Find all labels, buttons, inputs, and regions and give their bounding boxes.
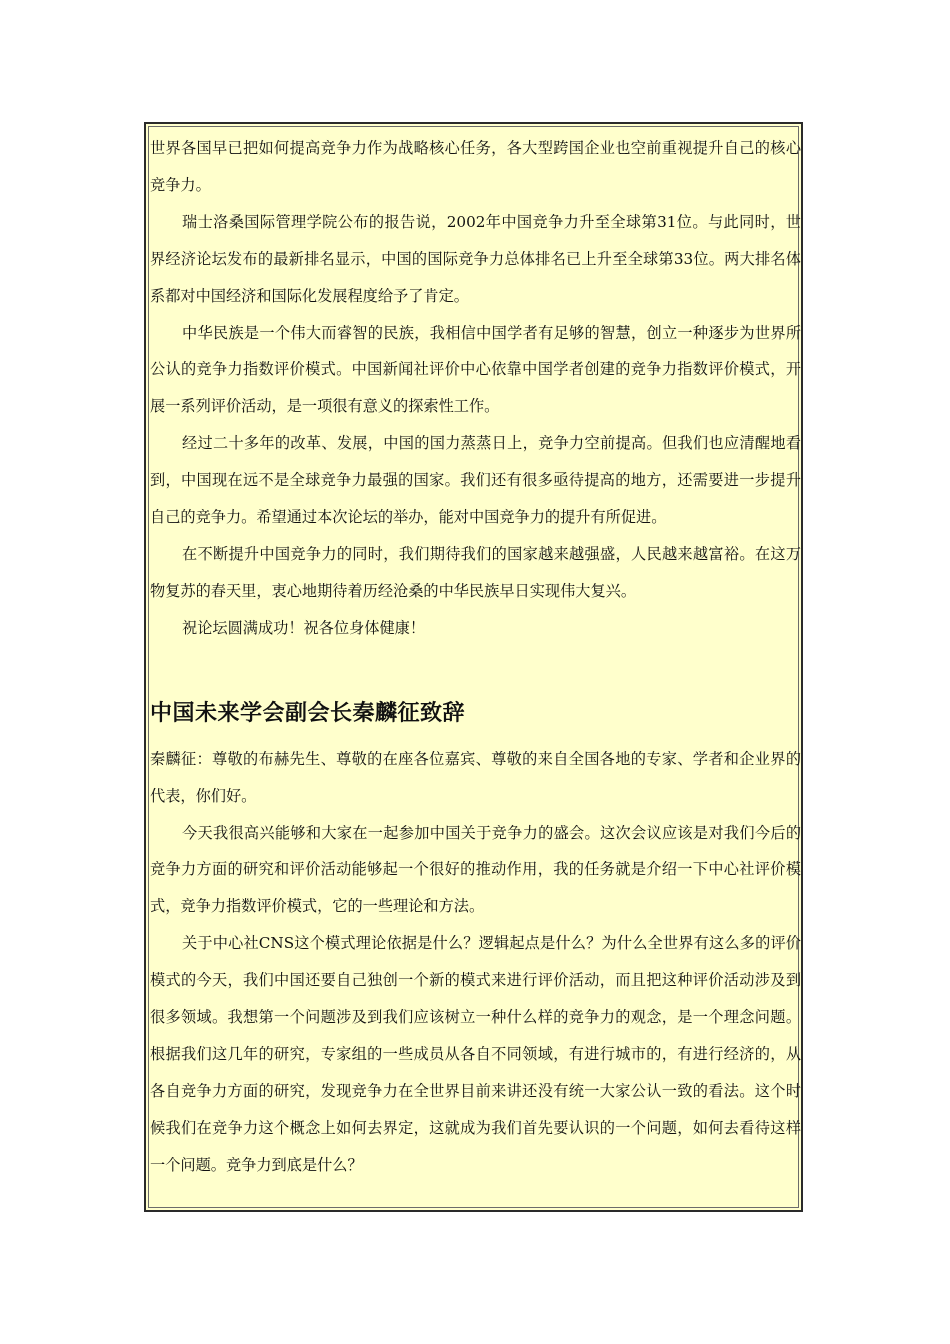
document-frame bbox=[144, 122, 803, 1212]
paragraph: 秦麟征：尊敬的布赫先生、尊敬的在座各位嘉宾、尊敬的来自全国各地的专家、学者和企业界的代表，你们好。 bbox=[150, 749, 801, 805]
section-heading: 中国未来学会副会长秦麟征致辞 bbox=[150, 700, 466, 726]
paragraph: 世界各国早已把如何提高竞争力作为战略核心任务，各大型跨国企业也空前重视提升自己的核心竞争力。 bbox=[150, 139, 801, 194]
paragraph: 中华民族是一个伟大而睿智的民族，我相信中国学者有足够的智慧，创立一种逐步为世界所公认的竞争力指数评价模式。中国新闻社评价中心依靠中国学者创建的竞争力指数评价模式，开展一系列评价活动，是一项很有意义的探索性工作。 bbox=[150, 323, 801, 416]
paragraph: 在不断提升中国竞争力的同时，我们期待我们的国家越来越强盛，人民越来越富裕。在这万物复苏的春天里，衷心地期待着历经沧桑的中华民族早日实现伟大复兴。 bbox=[150, 544, 801, 600]
paragraph: 经过二十多年的改革、发展，中国的国力蒸蒸日上，竞争力空前提高。但我们也应清醒地看到，中国现在远不是全球竞争力最强的国家。我们还有很多亟待提高的地方，还需要进一步提升自己的竞争力。希望通过本次论坛的举办，能对中国竞争力的提升有所促进。 bbox=[150, 434, 801, 527]
paragraph: 关于中心社CNS这个模式理论依据是什么？逻辑起点是什么？为什么全世界有这么多的评价模式的今天，我们中国还要自己独创一个新的模式来进行评价活动，而且把这种评价活动涉及到很多领域。我想第一个问题涉及到我们应该树立一种什么样的竞争力的观念，是一个理念问题。根据我们这几年的研究，专家组的一些成员从各自不同领域，有进行城市的，有进行经济的，从各自竞争力方面的研究，发现竞争力在全世界目前来讲还没有统一大家公认一致的看法。这个时候我们在竞争力这个概念上如何去界定，这就成为我们首先要认识的一个问题，如何去看待这样一个问题。竞争力到底是什么？ bbox=[150, 934, 801, 1174]
paragraph: 瑞士洛桑国际管理学院公布的报告说，2002年中国竞争力升至全球第31位。与此同时，世界经济论坛发布的最新排名显示，中国的国际竞争力总体排名已上升至全球第33位。两大排名体系都对中国经济和国际化发展程度给予了肯定。 bbox=[150, 212, 801, 305]
paragraph: 今天我很高兴能够和大家在一起参加中国关于竞争力的盛会。这次会议应该是对我们今后的竞争力方面的研究和评价活动能够起一个很好的推动作用，我的任务就是介绍一下中心社评价模式，竞争力指数评价模式，它的一些理论和方法。 bbox=[150, 823, 801, 916]
document-content bbox=[150, 130, 801, 1184]
paragraph: 祝论坛圆满成功！祝各位身体健康！ bbox=[182, 618, 425, 637]
